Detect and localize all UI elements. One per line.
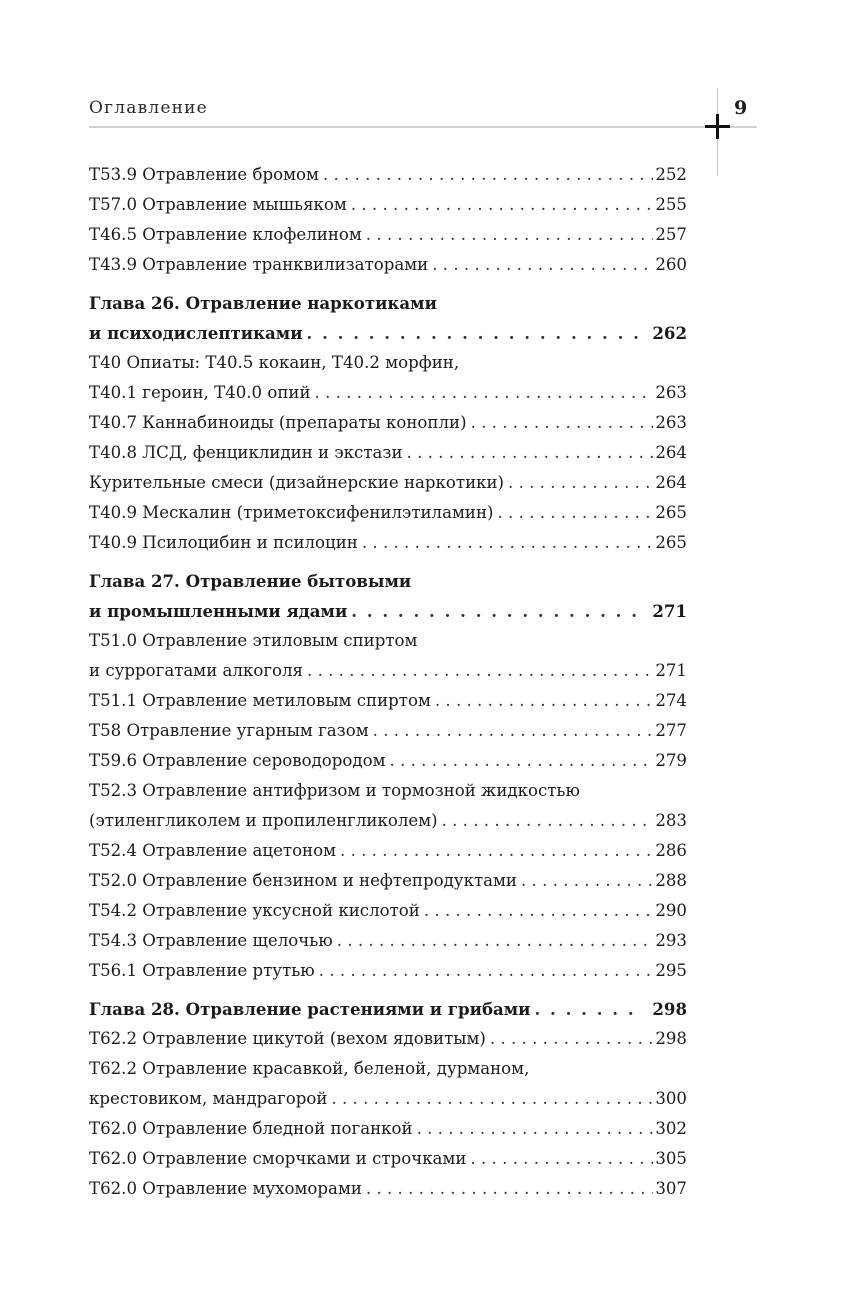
dot-leader (490, 1024, 653, 1054)
toc-entry[interactable] (89, 220, 687, 250)
toc-entry-label: T40.7 Каннабиноиды (препараты конопли) (89, 413, 467, 432)
toc-entry[interactable] (89, 498, 687, 528)
toc-entry-label: T52.4 Отравление ацетоном (89, 841, 337, 860)
dot-leader (424, 896, 653, 926)
toc-entry[interactable] (89, 250, 687, 280)
toc-entry[interactable] (89, 926, 687, 956)
toc-entry-page: 264 (655, 473, 687, 492)
toc-entry-label: T62.0 Отравление мухоморами (89, 1179, 362, 1198)
toc-entry[interactable] (89, 1144, 687, 1174)
toc-entry-label: T40.1 героин, T40.0 опий (89, 383, 311, 402)
dot-leader (442, 806, 654, 836)
toc-entry-label: T51.0 Отравление этиловым спиртом (89, 631, 418, 650)
toc-entry-page: 279 (655, 751, 687, 770)
toc-entry-page: 298 (655, 1029, 687, 1048)
toc-entry-label: T46.5 Отравление клофелином (89, 225, 362, 244)
toc-entry[interactable] (89, 836, 687, 866)
toc-entry-label: T54.3 Отравление щелочью (89, 931, 333, 950)
toc-entry[interactable] (89, 776, 687, 806)
running-header-title: Оглавление (89, 98, 208, 118)
chapter-heading[interactable] (89, 994, 687, 1024)
toc-entry-page: 252 (655, 165, 687, 184)
toc-entry-label: Курительные смеси (дизайнерские наркотики) (89, 473, 505, 492)
toc-entry-page: 265 (655, 533, 687, 552)
dot-leader (407, 438, 654, 468)
toc-entry-label: T40 Опиаты: T40.5 кокаин, T40.2 морфин, (89, 353, 460, 372)
toc-entry-page: 255 (655, 195, 687, 214)
dot-leader (470, 1144, 653, 1174)
toc-entry-page: 305 (655, 1149, 687, 1168)
dot-leader (498, 498, 654, 528)
toc-entry[interactable] (89, 348, 687, 378)
toc-entry[interactable] (89, 1174, 687, 1204)
dot-leader (432, 250, 653, 280)
toc-entry-page: 271 (655, 661, 687, 680)
toc-entry-label: T59.6 Отравление сероводородом (89, 751, 386, 770)
dot-leader (435, 686, 653, 716)
chapter-heading-label: и промышленными ядами (89, 601, 348, 621)
toc-entry[interactable] (89, 1084, 687, 1114)
toc-entry[interactable] (89, 468, 687, 498)
dot-leader (319, 956, 654, 986)
toc-entry-page: 260 (655, 255, 687, 274)
table-of-contents (89, 160, 687, 1204)
dot-leader (307, 318, 645, 348)
toc-entry[interactable] (89, 806, 687, 836)
toc-entry-page: 283 (655, 811, 687, 830)
toc-entry[interactable] (89, 160, 687, 190)
dot-leader (366, 220, 654, 250)
toc-entry-page: 263 (655, 413, 687, 432)
chapter-heading-label: и психодислептиками (89, 323, 303, 343)
chapter-heading-label: Глава 26. Отравление наркотиками (89, 293, 437, 313)
toc-entry-label: T40.9 Псилоцибин и псилоцин (89, 533, 358, 552)
toc-entry-label: T57.0 Отравление мышьяком (89, 195, 347, 214)
dot-leader (373, 716, 654, 746)
crop-mark-plus-icon (705, 114, 730, 139)
chapter-heading-page: 271 (652, 601, 687, 621)
toc-entry-label: крестовиком, мандрагорой (89, 1089, 328, 1108)
toc-entry-page: 263 (655, 383, 687, 402)
toc-entry-label: T62.2 Отравление красавкой, беленой, дурманом, (89, 1059, 530, 1078)
toc-entry[interactable] (89, 626, 687, 656)
dot-leader (351, 596, 644, 626)
toc-entry-label: T51.1 Отравление метиловым спиртом (89, 691, 431, 710)
toc-entry-page: 286 (655, 841, 687, 860)
toc-entry-page: 257 (655, 225, 687, 244)
toc-entry[interactable] (89, 408, 687, 438)
dot-leader (535, 994, 645, 1024)
dot-leader (366, 1174, 653, 1204)
dot-leader (340, 836, 653, 866)
chapter-heading-label: Глава 28. Отравление растениями и грибами (89, 999, 531, 1019)
dot-leader (315, 378, 654, 408)
toc-entry[interactable] (89, 716, 687, 746)
toc-entry[interactable] (89, 190, 687, 220)
dot-leader (521, 866, 653, 896)
toc-entry-label: T43.9 Отравление транквилизаторами (89, 255, 429, 274)
toc-entry-page: 277 (655, 721, 687, 740)
dot-leader (323, 160, 653, 190)
toc-entry-label: T52.3 Отравление антифризом и тормозной жидкостью (89, 781, 580, 800)
dot-leader (390, 746, 654, 776)
toc-entry-page: 293 (655, 931, 687, 950)
toc-entry[interactable] (89, 1054, 687, 1084)
chapter-heading[interactable] (89, 288, 687, 318)
toc-entry-label: и суррогатами алкоголя (89, 661, 304, 680)
toc-entry[interactable] (89, 896, 687, 926)
toc-entry[interactable] (89, 378, 687, 408)
toc-entry-label: T53.9 Отравление бромом (89, 165, 319, 184)
toc-entry-label: T62.0 Отравление бледной поганкой (89, 1119, 413, 1138)
dot-leader (471, 408, 654, 438)
dot-leader (417, 1114, 654, 1144)
toc-entry[interactable] (89, 746, 687, 776)
toc-entry[interactable] (89, 438, 687, 468)
dot-leader (337, 926, 654, 956)
toc-entry-label: T52.0 Отравление бензином и нефтепродуктами (89, 871, 517, 890)
toc-entry[interactable] (89, 1024, 687, 1054)
toc-entry-page: 265 (655, 503, 687, 522)
toc-entry[interactable] (89, 528, 687, 558)
page-number: 9 (734, 97, 748, 119)
toc-entry-page: 302 (655, 1119, 687, 1138)
header-rule (89, 126, 757, 128)
toc-entry-label: (этиленгликолем и пропиленгликолем) (89, 811, 438, 830)
chapter-heading[interactable] (89, 566, 687, 596)
toc-entry-label: T40.8 ЛСД, фенциклидин и экстази (89, 443, 403, 462)
toc-entry-page: 288 (655, 871, 687, 890)
toc-entry-label: T54.2 Отравление уксусной кислотой (89, 901, 420, 920)
chapter-heading-page: 298 (652, 999, 687, 1019)
chapter-heading[interactable] (89, 596, 687, 626)
chapter-heading[interactable] (89, 318, 687, 348)
toc-entry-page: 295 (655, 961, 687, 980)
toc-entry[interactable] (89, 656, 687, 686)
toc-entry-page: 300 (655, 1089, 687, 1108)
dot-leader (307, 656, 653, 686)
toc-entry-label: T40.9 Мескалин (триметоксифенилэтиламин) (89, 503, 494, 522)
toc-entry-label: T56.1 Отравление ртутью (89, 961, 315, 980)
toc-entry[interactable] (89, 686, 687, 716)
toc-entry[interactable] (89, 1114, 687, 1144)
toc-entry[interactable] (89, 866, 687, 896)
dot-leader (508, 468, 653, 498)
chapter-heading-page: 262 (652, 323, 687, 343)
toc-entry-label: T62.0 Отравление сморчками и строчками (89, 1149, 467, 1168)
toc-entry-page: 264 (655, 443, 687, 462)
toc-entry[interactable] (89, 956, 687, 986)
dot-leader (331, 1084, 653, 1114)
toc-entry-page: 290 (655, 901, 687, 920)
toc-entry-page: 274 (655, 691, 687, 710)
toc-entry-label: T62.2 Отравление цикутой (вехом ядовитым) (89, 1029, 486, 1048)
dot-leader (351, 190, 653, 220)
dot-leader (362, 528, 653, 558)
toc-entry-page: 307 (655, 1179, 687, 1198)
chapter-heading-label: Глава 27. Отравление бытовыми (89, 571, 412, 591)
toc-entry-label: T58 Отравление угарным газом (89, 721, 369, 740)
